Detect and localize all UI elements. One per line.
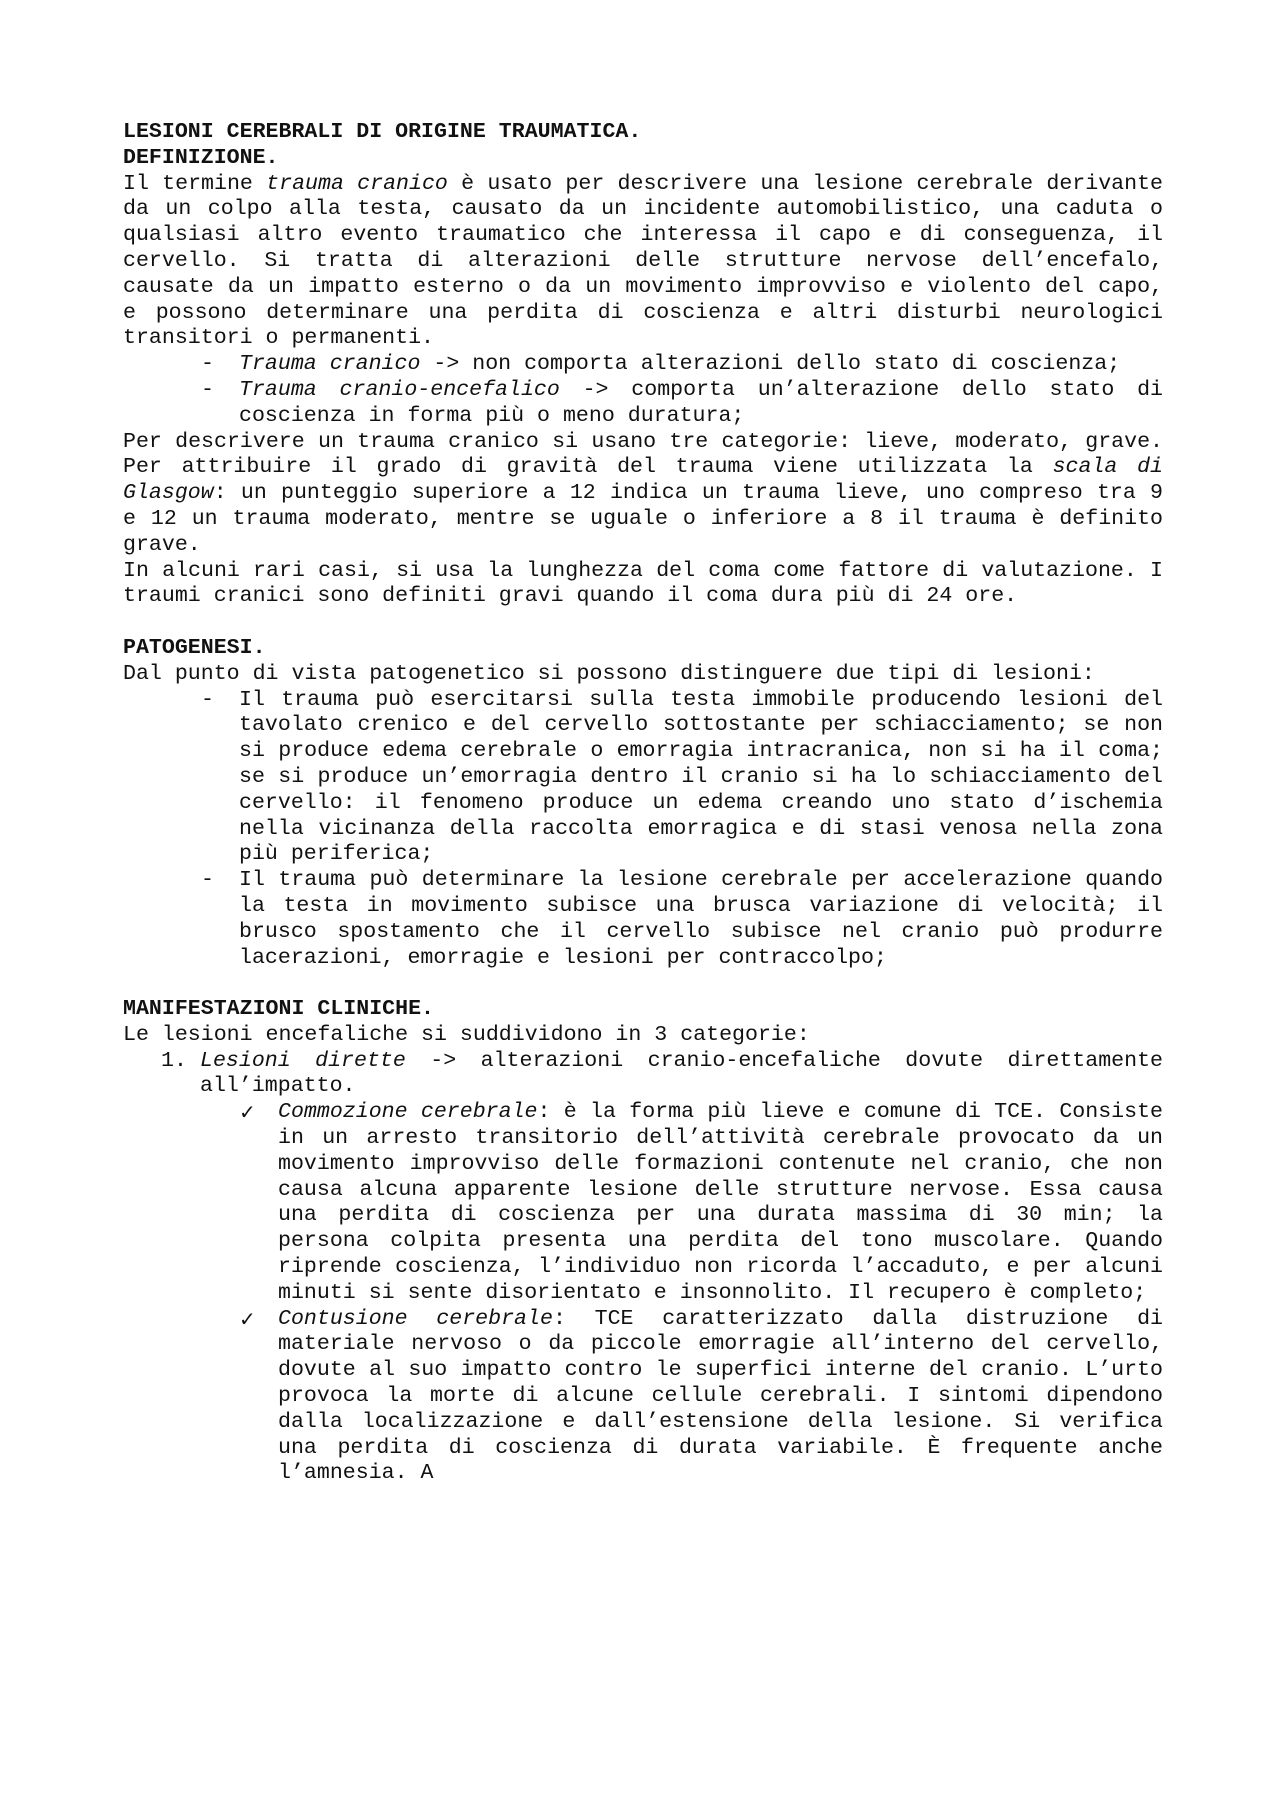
list-item bbox=[123, 1100, 1163, 1306]
dash-bullet: - bbox=[201, 687, 214, 712]
direct-lesions-list bbox=[123, 1100, 1163, 1487]
list-item-text: : è la forma più lieve e comune di TCE. Consiste in un arresto transitorio dell’attività cerebrale provocato da un movimento improvviso delle formazioni contenute nel cranio, che non causa alcuna apparente lesione delle strutture nervose. Essa causa una perdita di coscienza per una durata massima di 30 min; la persona colpita presenta una perdita del tono muscolare. Quando riprende coscienza, l’individuo non ricorda l’accaduto, e per alcuni minuti si sente disorientato e insonnolito. Il recupero è completo; bbox=[278, 1100, 1163, 1305]
coma-paragraph: In alcuni rari casi, si usa la lunghezza del coma come fattore di valutazione. I traumi cranici sono definiti gravi quando il coma dura più di 24 ore. bbox=[123, 558, 1163, 609]
italic-term: Trauma cranio-encefalico bbox=[239, 377, 560, 402]
definition-paragraph bbox=[123, 172, 1163, 353]
list-item-text: Il trauma può determinare la lesione cerebrale per accelerazione quando la testa in movimento subisce una brusca variazione di velocità; il brusco spostamento che il cervello subisce nel cranio può produrre lacerazioni, emorragie e lesioni per contraccolpo; bbox=[239, 868, 1163, 970]
manifestazioni-paragraph: Le lesioni encefaliche si suddividono in 3 categorie: bbox=[123, 1022, 810, 1047]
list-item bbox=[123, 688, 1163, 869]
text-run: : un punteggio superiore a 12 indica un trauma lieve, uno compreso tra 9 e 12 un trauma moderato, mentre se uguale o inferiore a 8 il trauma è definito grave. bbox=[123, 481, 1163, 557]
list-item bbox=[123, 868, 1163, 971]
list-item bbox=[123, 1049, 1163, 1101]
lesion-categories-list bbox=[123, 1049, 1163, 1101]
severity-paragraph bbox=[123, 430, 1163, 559]
document-body bbox=[123, 120, 1163, 1487]
italic-term: Lesioni dirette bbox=[200, 1048, 406, 1073]
italic-term: scala di Glasgow bbox=[123, 455, 1163, 506]
section-heading-patogenesi: PATOGENESI. bbox=[123, 635, 266, 660]
text-run: Il termine bbox=[123, 171, 267, 196]
patogenesi-paragraph: Dal punto di vista patogenetico si possono distinguere due tipi di lesioni: bbox=[123, 661, 1095, 686]
list-item-text: -> non comporta alterazioni dello stato di coscienza; bbox=[420, 352, 1121, 377]
list-item-text: -> comporta un’alterazione dello stato di coscienza in forma più o meno duratura; bbox=[239, 377, 1163, 428]
spacer bbox=[123, 971, 1163, 997]
dash-bullet: - bbox=[201, 352, 214, 377]
italic-term: Commozione cerebrale bbox=[278, 1100, 538, 1125]
checkmark-icon: ✓ bbox=[239, 1306, 256, 1331]
section-heading-definizione: DEFINIZIONE. bbox=[123, 145, 279, 170]
list-item-text: Il trauma può esercitarsi sulla testa immobile producendo lesioni del tavolato crenico e del cervello sottostante per schiacciamento; se non si produce edema cerebrale o emorragia intracranica, non si ha il coma; se si produce un’emorragia dentro il cranio si ha lo schiacciamento del cervello: il fenomeno produce un edema creando uno stato d’ischemia nella vicinanza della raccolta emorragica e di stasi venosa nella zona più periferica; bbox=[239, 687, 1163, 867]
checkmark-icon: ✓ bbox=[239, 1100, 256, 1125]
list-item-text: : TCE caratterizzato dalla distruzione di materiale nervoso o da piccole emorragie all’interno del cervello, dovute al suo impatto contro le superfici interne del cranio. L’urto provoca la morte di alcune cellule cerebrali. I sintomi dipendono dalla localizzazione e dall’estensione della lesione. Si verifica una perdita di coscienza di durata variabile. È frequente anche l’amnesia. A bbox=[278, 1306, 1164, 1486]
list-item bbox=[123, 378, 1163, 430]
italic-term: Trauma cranico bbox=[239, 352, 421, 377]
dash-bullet: - bbox=[201, 377, 214, 402]
italic-term: trauma cranico bbox=[266, 171, 448, 196]
list-item bbox=[123, 1307, 1163, 1488]
text-run: è usato per descrivere una lesione cerebrale derivante da un colpo alla testa, causato da un incidente automobilistico, una caduta o qualsiasi altro evento traumatico che interessa il capo e di conseguenza, il cervello. Si tratta di alterazioni delle strutture nervose dell’encefalo, causate da un impatto esterno o da un movimento improvviso e violento del capo, e possono determinare una perdita di coscienza e altri disturbi neurologici transitori o permanenti. bbox=[123, 171, 1163, 351]
text-run: Per descrivere un trauma cranico si usano tre categorie: lieve, moderato, grave. Per attribuire il grado di gravità del trauma viene utilizzata la bbox=[123, 429, 1163, 480]
list-item bbox=[123, 352, 1163, 378]
trauma-types-list bbox=[123, 352, 1163, 429]
italic-term: Contusione cerebrale bbox=[278, 1306, 553, 1331]
document-title: LESIONI CEREBRALI DI ORIGINE TRAUMATICA. bbox=[123, 120, 642, 144]
patogenesi-list bbox=[123, 688, 1163, 972]
list-item-text: -> alterazioni cranio-encefaliche dovute direttamente all’impatto. bbox=[200, 1048, 1163, 1099]
dash-bullet: - bbox=[201, 868, 214, 893]
spacer bbox=[123, 610, 1163, 636]
section-heading-manifestazioni: MANIFESTAZIONI CLINICHE. bbox=[123, 997, 435, 1022]
list-number: 1. bbox=[161, 1048, 187, 1073]
